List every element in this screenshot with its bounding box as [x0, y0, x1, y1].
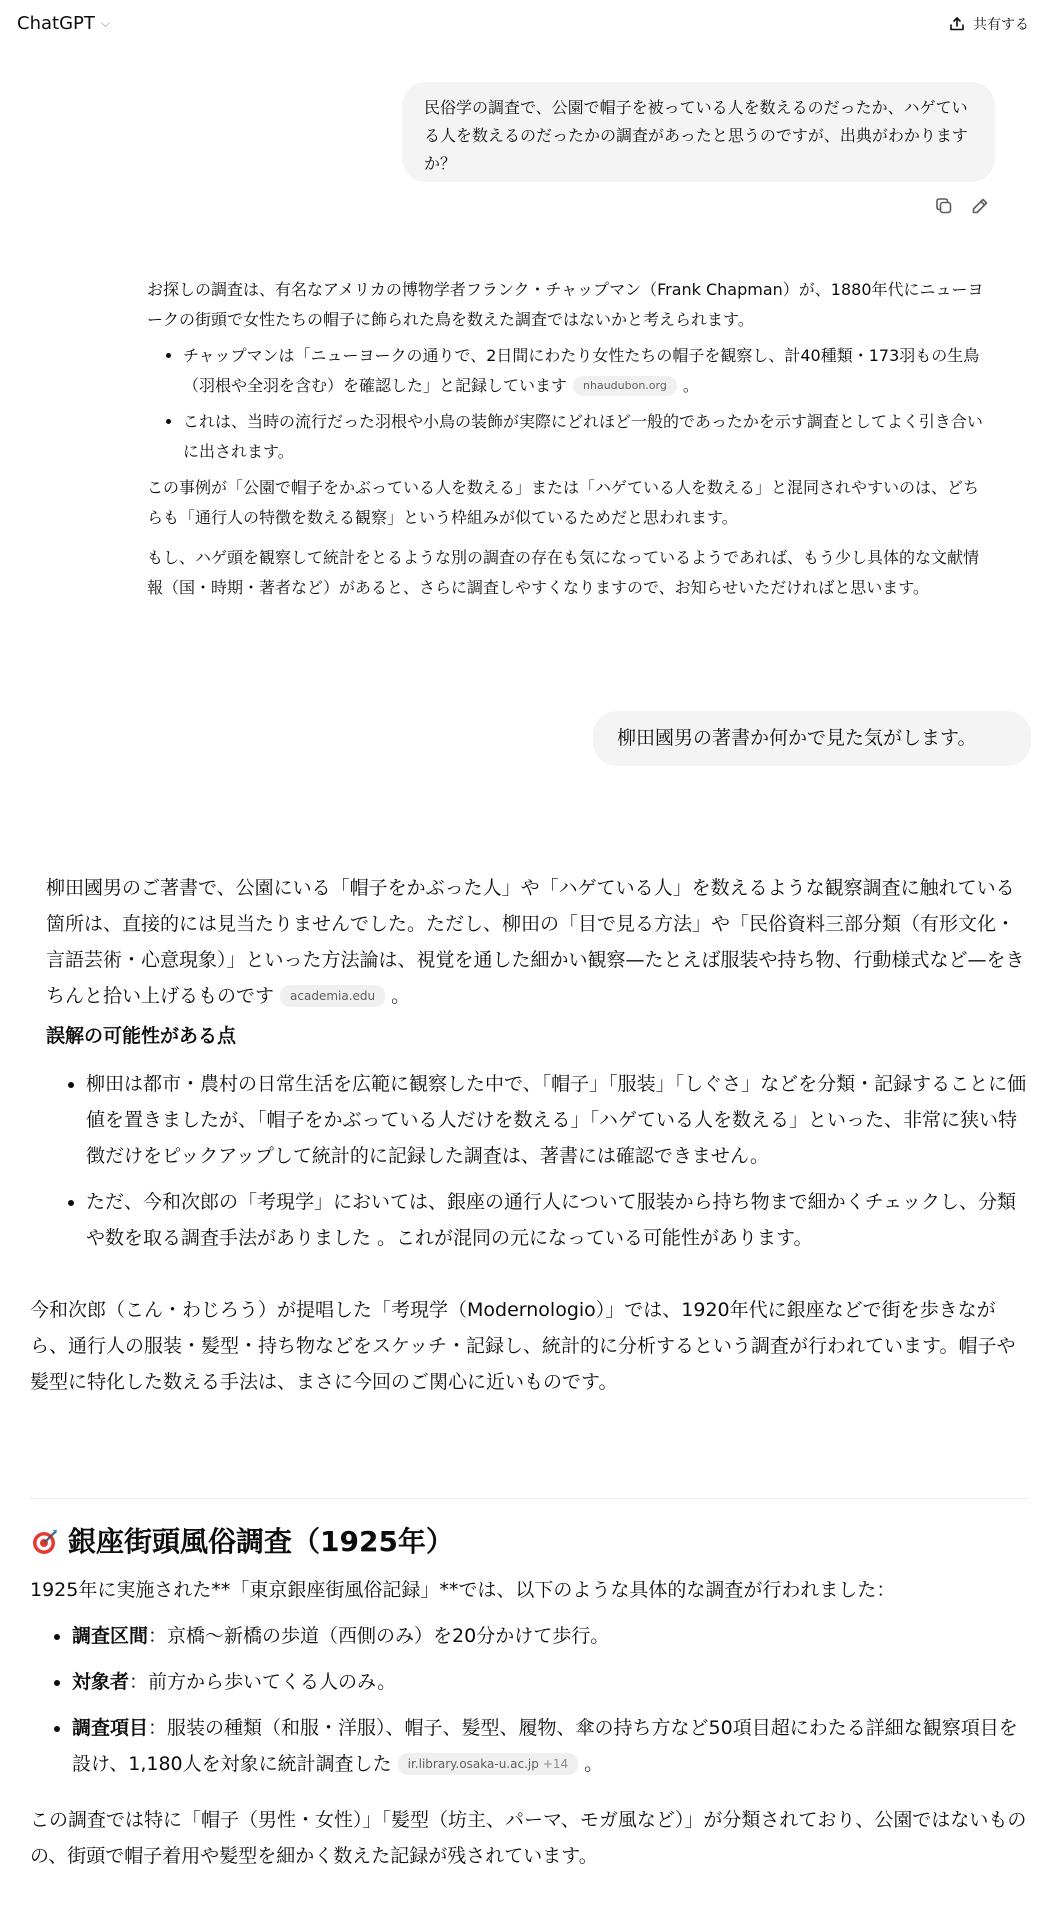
chevron-down-icon: ⌵	[100, 16, 110, 30]
edit-button[interactable]	[970, 196, 992, 218]
divider	[30, 1498, 1028, 1499]
share-icon	[949, 16, 965, 32]
share-button[interactable]	[949, 14, 1029, 34]
section-heading: 誤解の可能性がある点	[46, 1025, 237, 1047]
answer-paragraph: 1925年に実施された**「東京銀座街風俗記録」**では、以下のような具体的な調査が行われました：	[30, 1579, 896, 1601]
answer-paragraph: この事例が「公園で帽子をかぶっている人を数える」または「ハゲている人を数える」と混同されやすいのは、どちらも「通行人の特徴を数える観察」という枠組みが似ているためだと思われます。	[147, 478, 980, 527]
answer-list	[30, 1066, 1030, 1256]
user-message-text: 柳田國男の著書か何かで見た気がします。	[617, 727, 977, 749]
list-item: • 調査区間：京橋〜新橋の歩道（西側のみ）を20分かけて歩行。	[72, 1618, 1030, 1654]
list-item: • 対象者：前方から歩いてくる人のみ。	[72, 1664, 1030, 1700]
user-message-text: 民俗学の調査で、公園で帽子を被っている人を数えるのだったか、ハゲている人を数えるのだったかの調査があったと思うのですが、出典がわかりますか？	[424, 98, 968, 173]
list-item: • ただ、今和次郎の「考現学」においては、銀座の通行人について服装から持ち物まで細かくチェックし、分類や数を取る調査手法がありました 。これが混同の元になっている可能性があります。	[86, 1184, 1030, 1256]
copy-button[interactable]	[934, 196, 956, 218]
list-item: • 調査項目：服装の種類（和服・洋服）、帽子、髪型、履物、傘の持ち方など50項目超にわたる詳細な観察項目を設け、1,180人を対象に統計調査した ir.library.osaka-u.ac.jp +14 。	[72, 1710, 1030, 1782]
top-bar	[0, 0, 1051, 52]
app-title: ChatGPT	[17, 13, 95, 34]
list-item: • チャップマンは「ニューヨークの通りで、2日間にわたり女性たちの帽子を観察し、計40種類・173羽もの生鳥（羽根や全羽を含む）を確認した」と記録しています nhaudubon.org 。	[183, 341, 993, 401]
answer-paragraph: この調査では特に「帽子（男性・女性）」「髪型（坊主、パーマ、モガ風など）」が分類されており、公園ではないものの、街頭で帽子着用や髪型を細かく数えた記録が残されています。	[30, 1809, 1027, 1867]
answer-paragraph: 柳田國男のご著書で、公園にいる「帽子をかぶった人」や「ハゲている人」を数えるような観察調査に触れている箇所は、直接的には見当たりませんでした。ただし、柳田の「目で見る方法」や「民俗資料三部分類（有形文化・言語芸術・心意現象）」といった方法論は、視覚を通した細かい観察—たとえば服装や持ち物、行動様式など—をきちんと拾い上げるものです academia.edu 。	[46, 877, 1025, 1007]
source-chip[interactable]: ir.library.osaka-u.ac.jp +14	[398, 1753, 579, 1775]
share-label: 共有する	[973, 17, 1029, 33]
answer-intro: お探しの調査は、有名なアメリカの博物学者フランク・チャップマン（Frank Chapman）が、1880年代にニューヨークの街頭で女性たちの帽子に飾られた鳥を数えた調査ではないかと考えられます。	[147, 280, 984, 329]
answer-list	[147, 341, 993, 467]
assistant-message	[147, 275, 993, 603]
list-item: • 柳田は都市・農村の日常生活を広範に観察した中で、「帽子」「服装」「しぐさ」などを分類・記録することに価値を置きましたが、「帽子をかぶっている人だけを数える」「ハゲている人を数える」といった、非常に狭い特徴だけをピックアップして統計的に記録した調査は、著書には確認できません。	[86, 1066, 1030, 1174]
assistant-message	[30, 870, 1030, 1874]
model-selector[interactable]	[17, 13, 110, 34]
answer-paragraph: 今和次郎（こん・わじろう）が提唱した「考現学（Modernologio）」では、1920年代に銀座などで街を歩きながら、通行人の服装・髪型・持ち物などをスケッチ・記録し、統計的に分析するという調査が行われています。帽子や髪型に特化した数える手法は、まさに今回のご関心に近いものです。	[30, 1299, 1016, 1393]
user-message-bubble	[402, 82, 995, 182]
target-icon	[30, 1527, 60, 1557]
list-item: • これは、当時の流行だった羽根や小鳥の装飾が実際にどれほど一般的であったかを示す調査としてよく引き合いに出されます。	[183, 407, 993, 467]
source-chip[interactable]: nhaudubon.org	[573, 376, 677, 396]
answer-list	[30, 1618, 1030, 1782]
section-heading: 銀座街頭風俗調査（1925年）	[30, 1524, 1030, 1560]
answer-paragraph: もし、ハゲ頭を観察して統計をとるような別の調査の存在も気になっているようであれば、もう少し具体的な文献情報（国・時期・著者など）があると、さらに調査しやすくなりますので、お知らせいただければと思います。	[147, 548, 980, 597]
copy-icon	[934, 196, 954, 216]
source-chip[interactable]: academia.edu	[280, 985, 385, 1007]
user-message-bubble	[593, 711, 1031, 766]
pencil-icon	[970, 196, 990, 216]
